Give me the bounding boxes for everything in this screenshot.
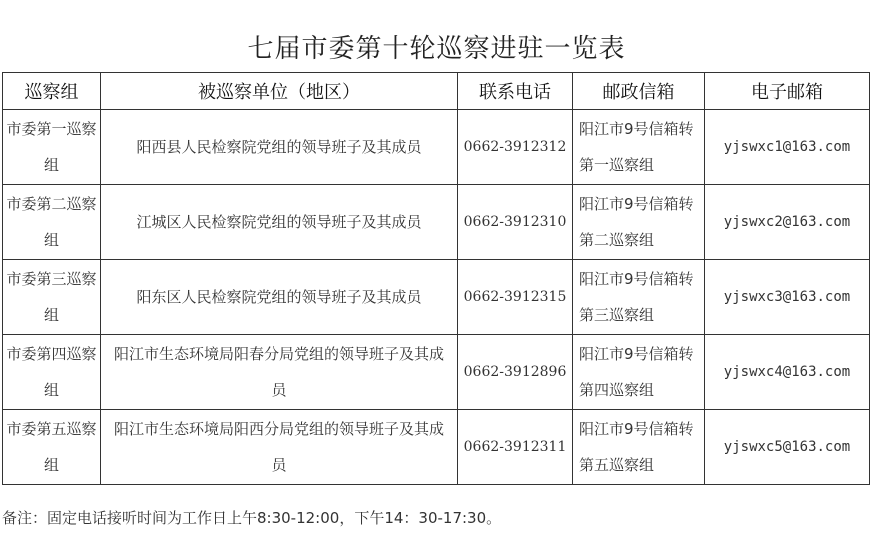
header-email: 电子邮箱: [705, 73, 870, 110]
group-cell: 市委第五巡察组: [3, 410, 101, 485]
phone-cell: 0662-3912315: [458, 260, 573, 335]
footnote: 备注：固定电话接听时间为工作日上午8:30-12:00，下午14：30-17:30。: [2, 509, 502, 527]
mailbox-cell: 阳江市9号信箱转第一巡察组: [573, 110, 705, 185]
unit-cell: 阳江市生态环境局阳春分局党组的领导班子及其成员: [101, 335, 458, 410]
unit-cell: 阳东区人民检察院党组的领导班子及其成员: [101, 260, 458, 335]
table-row: [3, 185, 870, 260]
phone-cell: 0662-3912896: [458, 335, 573, 410]
table-row: [3, 260, 870, 335]
mailbox-cell: 阳江市9号信箱转第四巡察组: [573, 335, 705, 410]
unit-cell: 江城区人民检察院党组的领导班子及其成员: [101, 185, 458, 260]
header-unit: 被巡察单位（地区）: [101, 73, 458, 110]
email-cell: yjswxc2@163.com: [705, 185, 870, 260]
page-title: 七届市委第十轮巡察进驻一览表: [247, 34, 626, 64]
mailbox-cell: 阳江市9号信箱转第二巡察组: [573, 185, 705, 260]
unit-cell: 阳江市生态环境局阳西分局党组的领导班子及其成员: [101, 410, 458, 485]
table-row: [3, 410, 870, 485]
phone-cell: 0662-3912310: [458, 185, 573, 260]
email-cell: yjswxc3@163.com: [705, 260, 870, 335]
mailbox-cell: 阳江市9号信箱转第三巡察组: [573, 260, 705, 335]
group-cell: 市委第四巡察组: [3, 335, 101, 410]
header-group: 巡察组: [3, 73, 101, 110]
phone-cell: 0662-3912311: [458, 410, 573, 485]
email-cell: yjswxc4@163.com: [705, 335, 870, 410]
group-cell: 市委第二巡察组: [3, 185, 101, 260]
table-row: [3, 335, 870, 410]
phone-cell: 0662-3912312: [458, 110, 573, 185]
group-cell: 市委第一巡察组: [3, 110, 101, 185]
group-cell: 市委第三巡察组: [3, 260, 101, 335]
email-cell: yjswxc5@163.com: [705, 410, 870, 485]
header-phone: 联系电话: [458, 73, 573, 110]
mailbox-cell: 阳江市9号信箱转第五巡察组: [573, 410, 705, 485]
email-cell: yjswxc1@163.com: [705, 110, 870, 185]
header-mailbox: 邮政信箱: [573, 73, 705, 110]
table-header-row: [3, 73, 870, 110]
table-row: [3, 110, 870, 185]
inspection-table: [2, 72, 870, 485]
unit-cell: 阳西县人民检察院党组的领导班子及其成员: [101, 110, 458, 185]
